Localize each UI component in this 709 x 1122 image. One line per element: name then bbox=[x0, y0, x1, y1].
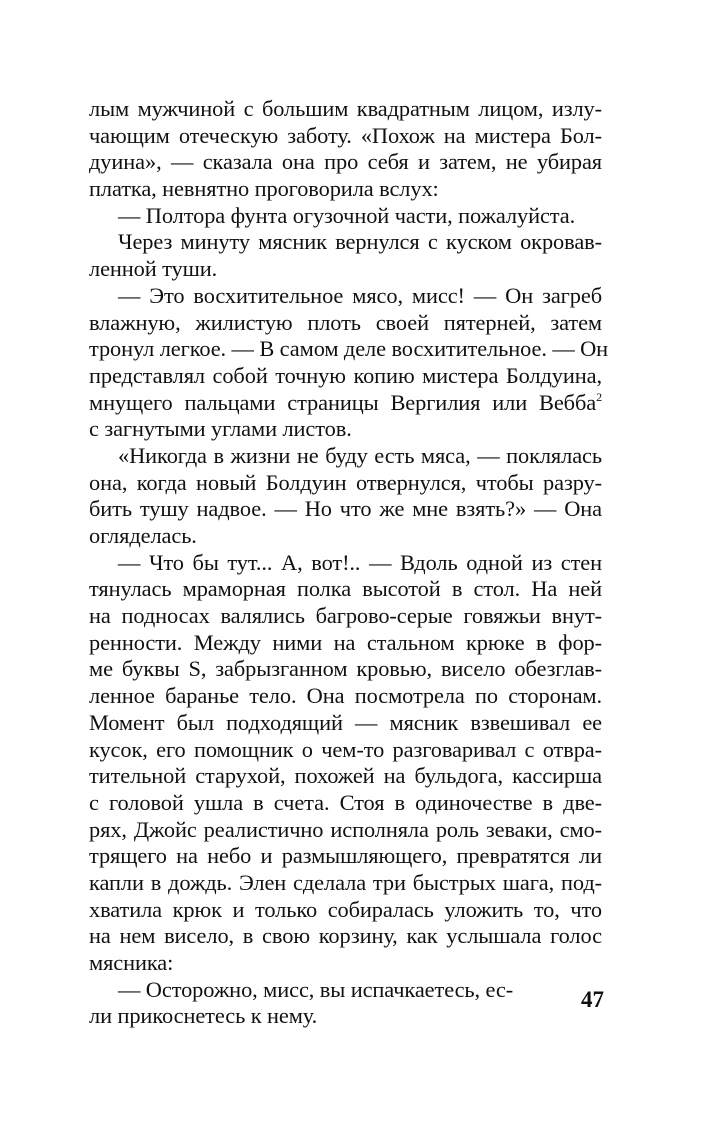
text-line-content: мнущего пальцами страницы Вергилия или Вебба bbox=[89, 389, 597, 415]
text-line-content: Момент был подходящий — мясник взвешивал ее bbox=[89, 709, 602, 735]
text-line-content: тянулась мраморная полка высотой в стол. На ней bbox=[89, 576, 602, 602]
text-line bbox=[89, 310, 602, 337]
text-line-content: капли в дождь. Элен сделала три быстрых шага, под- bbox=[89, 869, 602, 895]
text-line-content: тительной старухой, похожей на бульдога, кассирша bbox=[89, 763, 602, 789]
text-line-content: — Осторожно, мисс, вы испачкаетесь, ес- bbox=[118, 976, 514, 1002]
text-line bbox=[89, 897, 602, 924]
text-line-content: ленное баранье тело. Она посмотрела по сторонам. bbox=[89, 683, 602, 709]
text-line bbox=[89, 737, 602, 764]
text-line-content: Через минуту мясник вернулся с куском окровав- bbox=[118, 229, 602, 255]
text-line-content: ме буквы S, забрызганном кровью, висело обезглав- bbox=[89, 656, 602, 682]
text-line bbox=[89, 843, 602, 870]
text-line-content: она, когда новый Болдуин отвернулся, чтобы разру- bbox=[89, 469, 602, 495]
text-line-content: платка, невнятно проговорила вслух: bbox=[89, 176, 439, 202]
text-line-content: ренности. Между ними на стальном крюке в фор- bbox=[89, 629, 602, 655]
text-line-content: — Полтора фунта огузочной части, пожалуйста. bbox=[118, 202, 576, 228]
text-line bbox=[89, 363, 602, 390]
body-text bbox=[89, 96, 609, 1030]
text-line bbox=[89, 523, 602, 550]
text-line-content: на подносах валялись багрово-серые говяжьи внут- bbox=[89, 603, 602, 629]
text-line bbox=[89, 630, 602, 657]
text-line bbox=[89, 283, 602, 310]
text-line-content: «Никогда в жизни не буду есть мяса, — поклялась bbox=[118, 442, 602, 468]
text-line bbox=[89, 149, 602, 176]
text-line-content: чающим отеческую заботу. «Похож на мистера Бол- bbox=[89, 122, 602, 148]
text-line bbox=[89, 1003, 602, 1030]
text-line bbox=[89, 229, 602, 256]
text-line-content: мясника: bbox=[89, 950, 174, 975]
text-line-content: хватила крюк и только собиралась уложить то, что bbox=[89, 896, 602, 922]
text-line bbox=[89, 470, 602, 497]
text-line-content: тронул легкое. — В самом деле восхитительное. — Он bbox=[89, 336, 609, 362]
text-line-content: бить тушу надвое. — Но что же мне взять?» — Она bbox=[89, 496, 602, 522]
text-line bbox=[89, 817, 602, 844]
text-line bbox=[89, 203, 602, 230]
text-line bbox=[89, 710, 602, 737]
text-line-content: — Что бы тут... А, вот!.. — Вдоль одной из стен bbox=[118, 549, 602, 575]
text-line bbox=[89, 390, 602, 417]
text-line-content: ленной туши. bbox=[89, 256, 218, 282]
text-line bbox=[89, 923, 602, 950]
text-line bbox=[89, 550, 602, 577]
text-line bbox=[89, 603, 602, 630]
text-line bbox=[89, 123, 602, 150]
text-line-content: на нем висело, в свою корзину, как услышала голос bbox=[89, 923, 602, 949]
text-line bbox=[89, 443, 602, 470]
text-line bbox=[89, 176, 602, 203]
text-line bbox=[89, 950, 602, 977]
text-line bbox=[89, 656, 602, 683]
text-line-content: с загнутыми углами листов. bbox=[89, 416, 352, 442]
text-line bbox=[89, 763, 602, 790]
text-line-content: ли прикоснетесь к нему. bbox=[89, 1003, 318, 1029]
text-line-content: рях, Джойс реалистично исполняла роль зеваки, смо- bbox=[89, 816, 602, 842]
text-line-content: кусок, его помощник о чем-то разговаривал с отвра- bbox=[89, 736, 602, 762]
footnote-marker: 2 bbox=[596, 389, 602, 404]
page-number: 47 bbox=[581, 987, 604, 1012]
text-line-content: трящего на небо и размышляющего, превратятся ли bbox=[89, 843, 602, 869]
text-line bbox=[89, 977, 602, 1004]
text-line bbox=[89, 336, 609, 363]
text-line-content: влажную, жилистую плоть своей пятерней, затем bbox=[89, 309, 602, 335]
text-line bbox=[89, 496, 602, 523]
text-line-content: огляделась. bbox=[89, 523, 197, 548]
text-line bbox=[89, 416, 602, 443]
text-line-content: — Это восхитительное мясо, мисс! — Он загреб bbox=[118, 282, 602, 308]
text-line bbox=[89, 96, 602, 123]
text-line-content: лым мужчиной с большим квадратным лицом, излу- bbox=[89, 96, 602, 121]
text-line bbox=[89, 790, 602, 817]
text-line bbox=[89, 576, 602, 603]
text-line bbox=[89, 870, 602, 897]
text-line-content: дуина», — сказала она про себя и затем, не убирая bbox=[89, 149, 602, 175]
text-line bbox=[89, 683, 602, 710]
text-line bbox=[89, 256, 602, 283]
text-line-content: представлял собой точную копию мистера Болдуина, bbox=[89, 362, 602, 388]
text-line-content: с головой ушла в счета. Стоя в одиночестве в две- bbox=[89, 789, 602, 815]
